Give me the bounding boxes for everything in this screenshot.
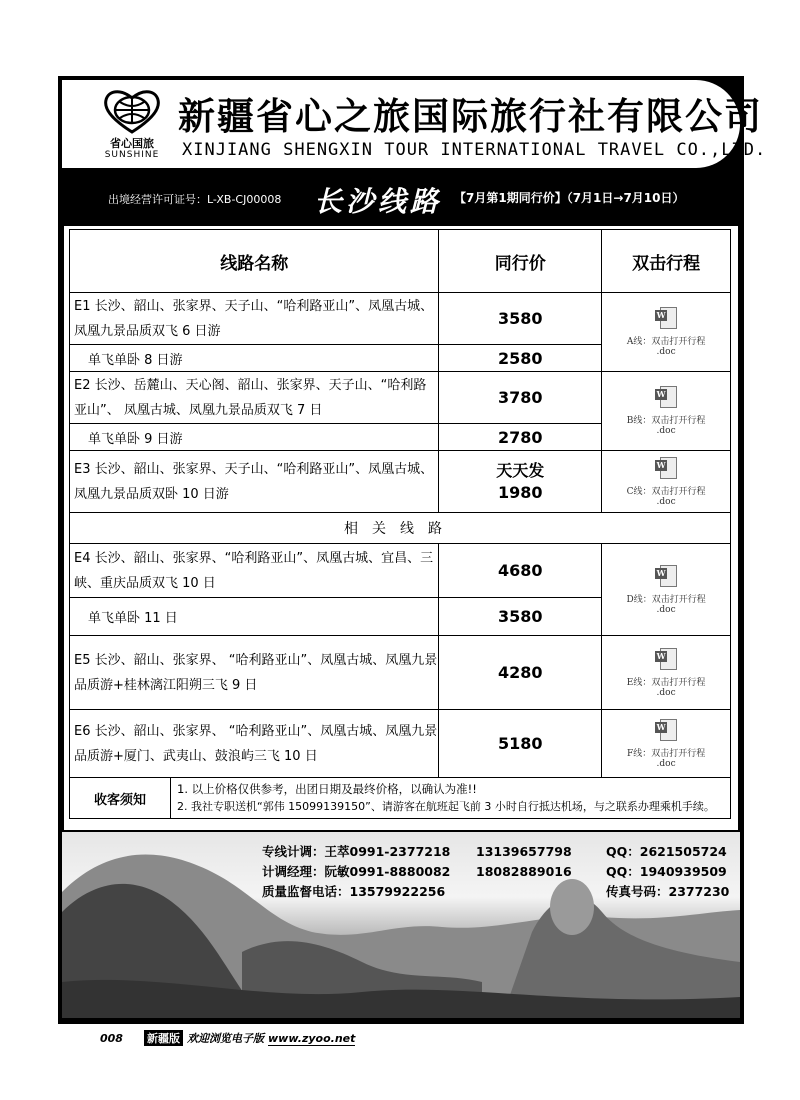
route-e6-doc-link[interactable] (602, 710, 731, 778)
header-itinerary: 双击行程 (602, 230, 731, 293)
notes-row (70, 778, 731, 819)
route-e4-doc-link[interactable] (602, 544, 731, 636)
doc-link-ext: .doc (656, 604, 676, 615)
route-e4-price: 4680 (439, 544, 602, 598)
route-e2-name: E2 长沙、岳麓山、天心阁、韶山、张家界、天子山、“哈利路亚山”、 凤凰古城、凤凰九景品质双飞 7 日 (70, 372, 439, 424)
price-table-area (64, 226, 738, 830)
contact-qq: QQ：2621505724 (606, 844, 727, 859)
word-doc-icon: W (655, 565, 677, 587)
doc-link-label: F线：双击打开行程 (626, 748, 706, 759)
doc-link-ext: .doc (656, 496, 676, 507)
contact-mobile: 13139657798 (476, 844, 572, 859)
related-routes-heading: 相关线路 (70, 513, 731, 544)
daily-departure-label: 天天发 (496, 460, 545, 480)
notes-list (171, 778, 731, 818)
route-e1-name: E1 长沙、韶山、张家界、天子山、“哈利路亚山”、凤凰古城、凤凰九景品质双飞 6 日游 (70, 293, 439, 345)
heart-globe-icon (102, 88, 162, 134)
route-e5-name: E5 长沙、韶山、张家界、 “哈利路亚山”、凤凰古城、凤凰九景品质游+桂林漓江阳朔三飞 9 日 (70, 636, 439, 710)
contact-row (262, 882, 729, 902)
route-e5-doc-link[interactable] (602, 636, 731, 710)
note-item: 2. 我社专职送机“郭伟 15099139150”、请游客在航班起飞前 3 小时自行抵达机场，与之联系办理乘机手续。 (177, 800, 715, 813)
route-e3-price-value: 1980 (498, 482, 543, 502)
footer-url[interactable]: www.zyoo.net (268, 1032, 356, 1045)
doc-link-label: A线：双击打开行程 (626, 337, 706, 347)
route-e1-doc-link[interactable] (602, 293, 731, 372)
contact-qq: QQ：1940939509 (606, 864, 727, 879)
route-title: 长沙线路 (314, 185, 443, 218)
doc-link-ext: .doc (656, 347, 676, 357)
route-e2-sub-price: 2780 (439, 424, 602, 451)
company-logo (92, 88, 172, 164)
route-e1-sub-name: 单飞单卧 8 日游 (70, 345, 439, 372)
contact-specialist: 专线计调：王萃0991-2377218 (262, 844, 451, 859)
page-footer (100, 1030, 355, 1046)
logo-en-text: SUNSHINE (104, 150, 160, 160)
route-e2-price: 3780 (439, 372, 602, 424)
doc-link-label: E线：双击打开行程 (626, 677, 706, 688)
route-e4-sub-price: 3580 (439, 598, 602, 636)
doc-link-label: C线：双击打开行程 (626, 486, 706, 497)
route-e5-price: 4280 (439, 636, 602, 710)
notes-label: 收客须知 (70, 778, 171, 818)
route-e6-name: E6 长沙、韶山、张家界、 “哈利路亚山”、凤凰古城、凤凰九景品质游+厦门、武夷山、鼓浪屿三飞 10 日 (70, 710, 439, 778)
word-doc-icon: W (655, 386, 677, 408)
logo-cn-text: 省心国旅 (110, 137, 154, 150)
word-doc-icon: W (655, 457, 677, 479)
route-e4-sub-name: 单飞单卧 11 日 (70, 598, 439, 636)
note-item: 1. 以上价格仅供参考，出团日期及最终价格，以确认为准!! (177, 782, 477, 796)
contact-fax: 传真号码：2377230 (606, 884, 730, 899)
title-bar (62, 172, 740, 222)
license-number: 出境经营许可证号：L-XB-CJ00008 (108, 193, 282, 206)
contact-mobile: 18082889016 (476, 864, 572, 879)
route-e2-doc-link[interactable] (602, 372, 731, 451)
doc-link-label: D线：双击打开行程 (626, 594, 706, 605)
contact-quality-phone: 质量监督电话：13579922256 (262, 884, 446, 899)
price-table (69, 229, 731, 819)
contact-row (262, 842, 729, 862)
route-e1-sub-price: 2580 (439, 345, 602, 372)
edition-tag: 新疆版 (144, 1030, 183, 1046)
price-period: 【7月第1期同行价】（7月1日→7月10日） (454, 191, 685, 205)
company-name-en: XINJIANG SHENGXIN TOUR INTERNATIONAL TRAVEL CO.,LTD. (182, 140, 767, 160)
company-name-cn: 新疆省心之旅国际旅行社有限公司 (178, 95, 763, 138)
doc-link-ext: .doc (656, 758, 676, 769)
route-e4-name: E4 长沙、韶山、张家界、“哈利路亚山”、凤凰古城、宜昌、三峡、重庆品质双飞 10 日 (70, 544, 439, 598)
route-e1-price: 3580 (439, 293, 602, 345)
word-doc-icon: W (655, 648, 677, 670)
word-doc-icon: W (655, 307, 677, 329)
route-e3-doc-link[interactable] (602, 451, 731, 513)
contact-row (262, 862, 729, 882)
footer-text: 欢迎浏览电子版 (187, 1032, 264, 1045)
doc-link-ext: .doc (656, 426, 676, 436)
header-price: 同行价 (439, 230, 602, 293)
word-doc-icon: W (655, 719, 677, 741)
page-number: 008 (100, 1032, 123, 1045)
doc-link-ext: .doc (656, 687, 676, 698)
contact-info (262, 842, 729, 902)
contact-manager: 计调经理：阮敏0991-8880082 (262, 864, 451, 879)
route-e3-price (439, 451, 602, 513)
route-e6-price: 5180 (439, 710, 602, 778)
route-e3-name: E3 长沙、韶山、张家界、天子山、“哈利路亚山”、凤凰古城、凤凰九景品质双卧 10 日游 (70, 451, 439, 513)
doc-link-label: B线：双击打开行程 (626, 416, 706, 426)
header-route-name: 线路名称 (70, 230, 439, 293)
route-e2-sub-name: 单飞单卧 9 日游 (70, 424, 439, 451)
